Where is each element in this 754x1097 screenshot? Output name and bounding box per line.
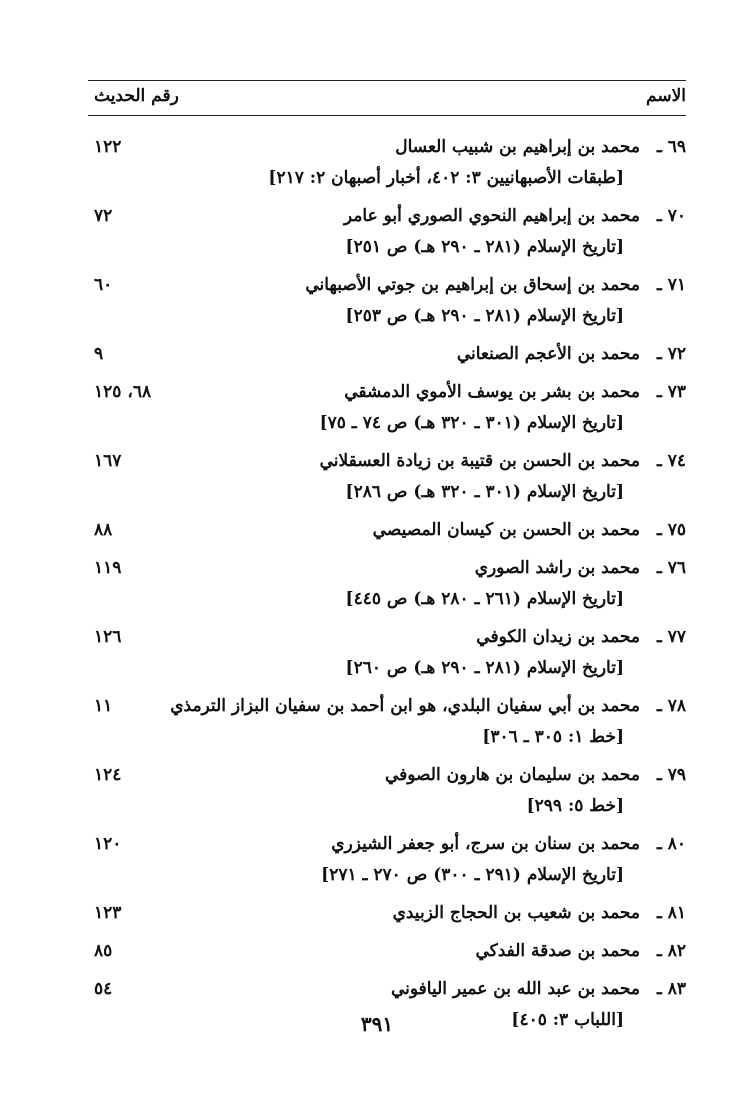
entry-main-line <box>88 900 686 931</box>
entry-text <box>170 696 686 716</box>
narrator-name: محمد بن إبراهيم بن شبيب العسال <box>395 137 640 157</box>
narrator-name: محمد بن سليمان بن هارون الصوفي <box>384 765 640 785</box>
entry-number: ٨٣ ـ <box>656 979 686 999</box>
entry-text <box>344 382 686 402</box>
source-reference: [خط ١: ٣٠٥ ـ ٣٠٦] <box>482 727 624 747</box>
entry-main-line <box>88 203 686 234</box>
entry-number: ٧٢ ـ <box>656 344 686 364</box>
entry-main-line <box>88 272 686 303</box>
entry-number: ٨٢ ـ <box>656 941 686 961</box>
page-number: ٣٩١ <box>360 1012 394 1036</box>
hadith-number: ٩ <box>94 344 104 364</box>
entry-reference-line <box>88 479 686 510</box>
hadith-number: ٨٥ <box>94 941 113 961</box>
narrator-name: محمد بن راشد الصوري <box>474 558 640 578</box>
narrator-name: محمد بن سنان بن سرج، أبو جعفر الشيزري <box>331 834 640 854</box>
entry-main-line <box>88 379 686 410</box>
narrator-name: محمد بن شعيب بن الحجاج الزبيدي <box>392 903 640 923</box>
hadith-number: ١٢٦ <box>94 627 122 647</box>
entry-number: ٧٧ ـ <box>656 627 686 647</box>
entry-text <box>331 834 686 854</box>
hadith-number: ١١ <box>94 696 113 716</box>
entry-main-line <box>88 938 686 969</box>
list-item <box>88 134 686 196</box>
entry-text <box>475 558 686 578</box>
entry-main-line <box>88 976 686 1007</box>
source-reference: [تاريخ الإسلام (٢٨١ ـ ٢٩٠ هـ) ص ٢٦٠] <box>345 658 624 678</box>
hadith-number: ١٢٣ <box>94 903 122 923</box>
entry-number: ٨١ ـ <box>656 903 686 923</box>
entry-text <box>391 979 686 999</box>
entry-main-line <box>88 341 686 372</box>
hadith-number-column-header: رقم الحديث <box>94 86 179 106</box>
list-item <box>88 900 686 931</box>
hadith-number: ١٦٧ <box>94 451 122 471</box>
entry-reference-line <box>88 165 686 196</box>
source-reference: [تاريخ الإسلام (٢٩١ ـ ٣٠٠) ص ٢٧٠ ـ ٢٧١] <box>321 865 624 885</box>
hadith-number: ٦٨، ١٢٥ <box>94 382 152 402</box>
source-reference: [تاريخ الإسلام (٣٠١ ـ ٣٢٠ هـ) ص ٢٨٦] <box>345 482 624 502</box>
entry-text <box>373 520 686 540</box>
narrator-name: محمد بن صدقة الفدكي <box>475 941 640 961</box>
hadith-number: ٧٢ <box>94 206 113 226</box>
entry-text <box>385 765 686 785</box>
entry-text <box>393 903 686 923</box>
list-item <box>88 762 686 824</box>
source-reference: [تاريخ الإسلام (٣٠١ ـ ٣٢٠ هـ) ص ٧٤ ـ ٧٥] <box>319 413 624 433</box>
entry-main-line <box>88 693 686 724</box>
entry-reference-line <box>88 586 686 617</box>
entry-number: ٧٩ ـ <box>656 765 686 785</box>
entry-reference-line <box>88 303 686 334</box>
entry-number: ٦٩ ـ <box>656 137 686 157</box>
entry-reference-line <box>88 410 686 441</box>
entry-number: ٧٤ ـ <box>656 451 686 471</box>
entry-number: ٧٥ ـ <box>656 520 686 540</box>
entry-text <box>305 275 686 295</box>
hadith-number: ٦٠ <box>94 275 113 295</box>
list-item <box>88 624 686 686</box>
entry-text <box>476 627 686 647</box>
entry-main-line <box>88 624 686 655</box>
source-reference: [خط ٥: ٢٩٩] <box>526 796 624 816</box>
hadith-number: ١٢٤ <box>94 765 122 785</box>
entry-main-line <box>88 134 686 165</box>
entry-reference-line <box>88 234 686 265</box>
entry-text <box>475 941 686 961</box>
entry-text <box>457 344 686 364</box>
hadith-number: ٨٨ <box>94 520 113 540</box>
list-item <box>88 272 686 334</box>
narrator-name: محمد بن الحسن بن قتيبة بن زيادة العسقلاني <box>319 451 640 471</box>
list-item <box>88 379 686 441</box>
entry-main-line <box>88 762 686 793</box>
hadith-number: ١٢٢ <box>94 137 122 157</box>
list-item <box>88 938 686 969</box>
name-column-header: الاسم <box>646 86 686 106</box>
list-item <box>88 203 686 265</box>
narrator-name: محمد بن زيدان الكوفي <box>476 627 640 647</box>
entry-number: ٧١ ـ <box>656 275 686 295</box>
entry-number: ٧٨ ـ <box>656 696 686 716</box>
entry-text <box>320 451 686 471</box>
narrator-name: محمد بن عبد الله بن عمير اليافوني <box>390 979 640 999</box>
source-reference: [تاريخ الإسلام (٢٨١ ـ ٢٩٠ هـ) ص ٢٥٣] <box>345 306 624 326</box>
source-reference: [طبقات الأصبهانيين ٣: ٤٠٢، أخبار أصبهان ٢: ٢١٧] <box>268 168 624 188</box>
entry-text <box>344 206 686 226</box>
narrator-name: محمد بن إسحاق بن إبراهيم بن جوتي الأصبهاني <box>305 275 640 295</box>
narrator-name: محمد بن أبي سفيان البلدي، هو ابن أحمد بن سفيان البزاز الترمذي <box>170 696 640 716</box>
hadith-number: ١٢٠ <box>94 834 122 854</box>
entry-main-line <box>88 448 686 479</box>
list-item <box>88 555 686 617</box>
entry-reference-line <box>88 862 686 893</box>
narrator-list <box>88 134 686 1045</box>
source-reference: [اللباب ٣: ٤٠٥] <box>511 1010 624 1030</box>
hadith-number: ٥٤ <box>94 979 113 999</box>
list-item <box>88 341 686 372</box>
source-reference: [تاريخ الإسلام (٢٦١ ـ ٢٨٠ هـ) ص ٤٤٥] <box>345 589 624 609</box>
entry-number: ٧٦ ـ <box>656 558 686 578</box>
top-rule <box>88 80 686 81</box>
list-item <box>88 517 686 548</box>
narrator-name: محمد بن إبراهيم النحوي الصوري أبو عامر <box>343 206 640 226</box>
narrator-name: محمد بن الحسن بن كيسان المصيصي <box>372 520 640 540</box>
entry-reference-line <box>88 655 686 686</box>
hadith-number: ١١٩ <box>94 558 122 578</box>
list-item <box>88 448 686 510</box>
header-rule <box>88 115 686 116</box>
entry-number: ٨٠ ـ <box>656 834 686 854</box>
entry-main-line <box>88 555 686 586</box>
entry-number: ٧٣ ـ <box>656 382 686 402</box>
entry-text <box>395 137 686 157</box>
entry-main-line <box>88 831 686 862</box>
narrator-name: محمد بن الأعجم الصنعاني <box>456 344 640 364</box>
narrator-name: محمد بن بشر بن يوسف الأموي الدمشقي <box>344 382 640 402</box>
source-reference: [تاريخ الإسلام (٢٨١ ـ ٢٩٠ هـ) ص ٢٥١] <box>345 237 624 257</box>
list-item <box>88 693 686 755</box>
table-header <box>88 86 686 110</box>
entry-reference-line <box>88 724 686 755</box>
entry-reference-line <box>88 793 686 824</box>
list-item <box>88 831 686 893</box>
entry-number: ٧٠ ـ <box>656 206 686 226</box>
entry-main-line <box>88 517 686 548</box>
